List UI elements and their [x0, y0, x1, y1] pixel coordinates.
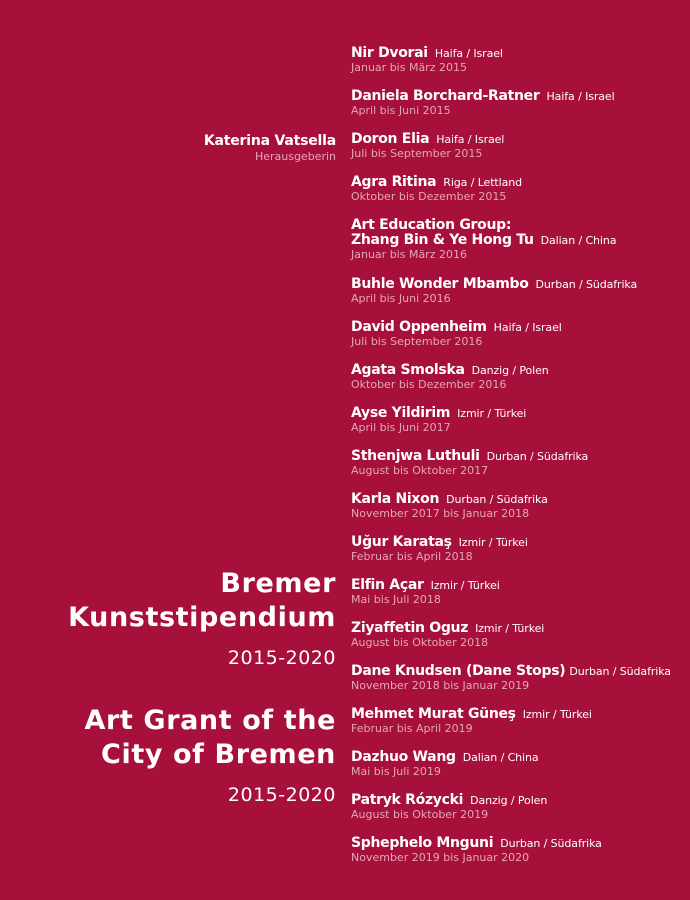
- artist-name: Agra Ritina: [351, 174, 437, 190]
- artist-name: Elfin Açar: [351, 577, 424, 593]
- artist-name: Sthenjwa Luthuli: [351, 448, 480, 464]
- artist-name: Ayse Yildirim: [351, 405, 451, 421]
- artist-entry: [351, 750, 686, 778]
- artist-location: Durban / Südafrika: [535, 278, 638, 291]
- artist-entry: [351, 320, 686, 348]
- artist-location: Izmir / Türkei: [475, 622, 545, 635]
- artist-entry: [351, 449, 686, 477]
- residency-period: April bis Juni 2015: [351, 104, 451, 117]
- years-english: 2015-2020: [227, 784, 336, 806]
- artist-name-line1: Art Education Group:: [351, 217, 512, 233]
- artist-entry: [351, 793, 686, 821]
- residency-period: Januar bis März 2016: [351, 248, 467, 261]
- artist-location: Dalian / China: [540, 234, 617, 247]
- residency-period: August bis Oktober 2018: [351, 636, 489, 649]
- artist-location: Izmir / Türkei: [457, 407, 527, 420]
- artist-entry: [351, 535, 686, 563]
- residency-period: Mai bis Juli 2019: [351, 765, 441, 778]
- artist-name: Mehmet Murat Güneş: [351, 706, 516, 722]
- residency-period: April bis Juni 2016: [351, 292, 451, 305]
- artist-name: Dazhuo Wang: [351, 749, 456, 765]
- editor-name: Katerina Vatsella: [203, 133, 336, 149]
- artist-name: Sphephelo Mnguni: [351, 835, 494, 851]
- artist-name: Agata Smolska: [351, 362, 465, 378]
- artist-entry: [351, 621, 686, 649]
- artist-entry: [351, 46, 686, 74]
- artist-entry: [351, 578, 686, 606]
- residency-period: Juli bis September 2016: [351, 335, 483, 348]
- artist-name: Buhle Wonder Mbambo: [351, 276, 529, 292]
- artist-location: Haifa / Israel: [434, 47, 503, 60]
- residency-period: Juli bis September 2015: [351, 147, 483, 160]
- artist-location: Haifa / Israel: [546, 90, 615, 103]
- artist-name: Uğur Karataş: [351, 534, 452, 550]
- artist-entry: [351, 277, 686, 305]
- title-german-line2: Kunststipendium: [68, 602, 336, 633]
- residency-period: Oktober bis Dezember 2016: [351, 378, 507, 391]
- title-english-line1: Art Grant of the: [84, 705, 336, 736]
- artist-location: Izmir / Türkei: [430, 579, 500, 592]
- artist-name: Ziyaffetin Oguz: [351, 620, 469, 636]
- artist-entry: [351, 175, 686, 203]
- residency-period: November 2019 bis Januar 2020: [351, 851, 530, 864]
- artist-location: Izmir / Türkei: [522, 708, 592, 721]
- years-german: 2015-2020: [227, 647, 336, 669]
- residency-period: Oktober bis Dezember 2015: [351, 190, 507, 203]
- artist-location: Riga / Lettland: [443, 176, 522, 189]
- residency-period: Januar bis März 2015: [351, 61, 467, 74]
- artist-location: Haifa / Israel: [436, 133, 505, 146]
- artist-location: Durban / Südafrika: [486, 450, 589, 463]
- residency-period: Mai bis Juli 2018: [351, 593, 441, 606]
- artist-location: Durban / Südafrika: [500, 837, 602, 850]
- artist-name: Karla Nixon: [351, 491, 440, 507]
- residency-period: April bis Juni 2017: [351, 421, 451, 434]
- residency-period: November 2017 bis Januar 2018: [351, 507, 530, 520]
- residency-period: August bis Oktober 2017: [351, 464, 489, 477]
- artist-location: Danzig / Polen: [471, 364, 549, 377]
- artist-location: Izmir / Türkei: [458, 536, 528, 549]
- artist-entry: [351, 492, 686, 520]
- title-english: [85, 704, 336, 772]
- residency-period: Februar bis April 2019: [351, 722, 473, 735]
- artist-entry: [351, 707, 686, 735]
- artist-entry: [351, 406, 686, 434]
- artist-entry: [351, 218, 686, 261]
- artist-location: Durban / Südafrika: [569, 665, 671, 678]
- title-german: [68, 567, 336, 635]
- artist-entry: [351, 836, 686, 864]
- artist-name: David Oppenheim: [351, 319, 487, 335]
- title-english-line2: City of Bremen: [101, 739, 336, 770]
- artist-name: Doron Elia: [351, 131, 430, 147]
- residency-period: Februar bis April 2018: [351, 550, 473, 563]
- artist-location: Dalian / China: [462, 751, 539, 764]
- artist-name: Daniela Borchard-Ratner: [351, 88, 540, 104]
- artist-location: Danzig / Polen: [470, 794, 548, 807]
- artist-entry: [351, 132, 686, 160]
- artist-name: Nir Dvorai: [351, 45, 428, 61]
- artist-location: Haifa / Israel: [493, 321, 562, 334]
- artist-name: Patryk Rózycki: [351, 792, 464, 808]
- artist-name: Dane Knudsen (Dane Stops): [351, 663, 566, 679]
- editor-role: Herausgeberin: [254, 150, 336, 163]
- artist-location: Durban / Südafrika: [446, 493, 548, 506]
- residency-period: November 2018 bis Januar 2019: [351, 679, 530, 692]
- title-german-line1: Bremer: [220, 568, 336, 599]
- artist-entry: [351, 89, 686, 117]
- artist-name: Zhang Bin & Ye Hong Tu: [351, 232, 534, 248]
- residency-period: August bis Oktober 2019: [351, 808, 489, 821]
- artist-entry: [351, 664, 686, 692]
- artist-entry: [351, 363, 686, 391]
